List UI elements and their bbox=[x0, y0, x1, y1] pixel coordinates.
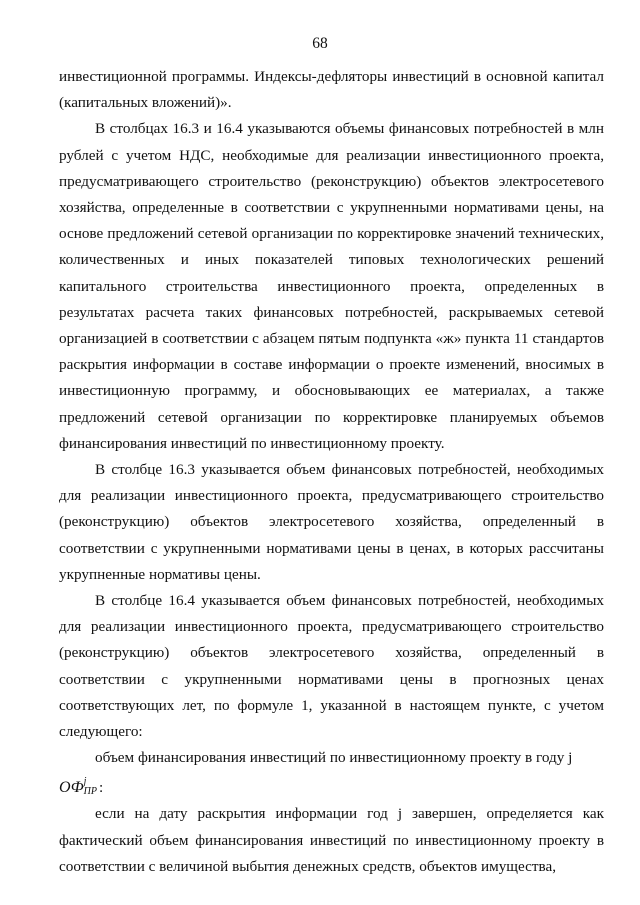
formula-subscript: ПР bbox=[83, 786, 97, 797]
formula-indices bbox=[84, 777, 97, 797]
paragraph-4: В столбце 16.4 указывается объем финансовых потребностей, необходимых для реализации инвестиционного проекта, предусматривающего строительство (реконструкцию) объектов электросетевого хозяйства, определенный в соответствии с укрупненными нормативами цены в прогнозных ценах соответствующих лет, по формуле 1, указанной в настоящем пункте, с учетом следующего: bbox=[59, 592, 604, 741]
formula-of-pr bbox=[59, 771, 604, 801]
paragraph-5: объем финансирования инвестиций по инвестиционному проекту в году j bbox=[95, 749, 573, 767]
paragraph-6: если на дату раскрытия информации год j завершен, определяется как фактический объем финансирования инвестиций по инвестиционному проекту в соответствии с величиной выбытия денежных средств, объектов имущества, bbox=[59, 805, 604, 875]
document-body bbox=[59, 64, 604, 880]
page-number: 68 bbox=[312, 35, 328, 52]
paragraph-3: В столбце 16.3 указывается объем финансовых потребностей, необходимых для реализации инвестиционного проекта, предусматривающего строительство (реконструкцию) объектов электросетевого хозяйства, определенный в соответствии с укрупненными нормативами цены в ценах, в которых рассчитаны укрупненные нормативы цены. bbox=[59, 461, 604, 583]
paragraph-2: В столбцах 16.3 и 16.4 указываются объемы финансовых потребностей в млн рублей с учетом НДС, необходимые для реализации инвестиционного проекта, предусматривающего строительство (реконструкцию) объектов электросетевого хозяйства, определенные в соответствии с укрупненными нормативами цены, на основе предложений сетевой организации по корректировке значений технических, количественных и иных показателей типовых технологических решений капитального строительства инвестиционного проекта, определенных в результатах расчета таких финансовых потребностей, раскрываемых сетевой организацией в соответствии с абзацем пятым подпункта «ж» пункта 11 стандартов раскрытия информации в составе информации о проекте изменений, вносимых в инвестиционную программу, и обосновывающих ее материалах, а также предложений сетевой организации по корректировке планируемых объемов финансирования инвестиций по инвестиционному проекту. bbox=[59, 120, 604, 452]
formula-superscript: j bbox=[83, 776, 87, 787]
formula-symbol: ОФ bbox=[59, 779, 84, 797]
formula-punct: : bbox=[98, 779, 104, 797]
paragraph-1: инвестиционной программы. Индексы-дефляторы инвестиций в основной капитал (капитальных вложений)». bbox=[59, 68, 604, 112]
